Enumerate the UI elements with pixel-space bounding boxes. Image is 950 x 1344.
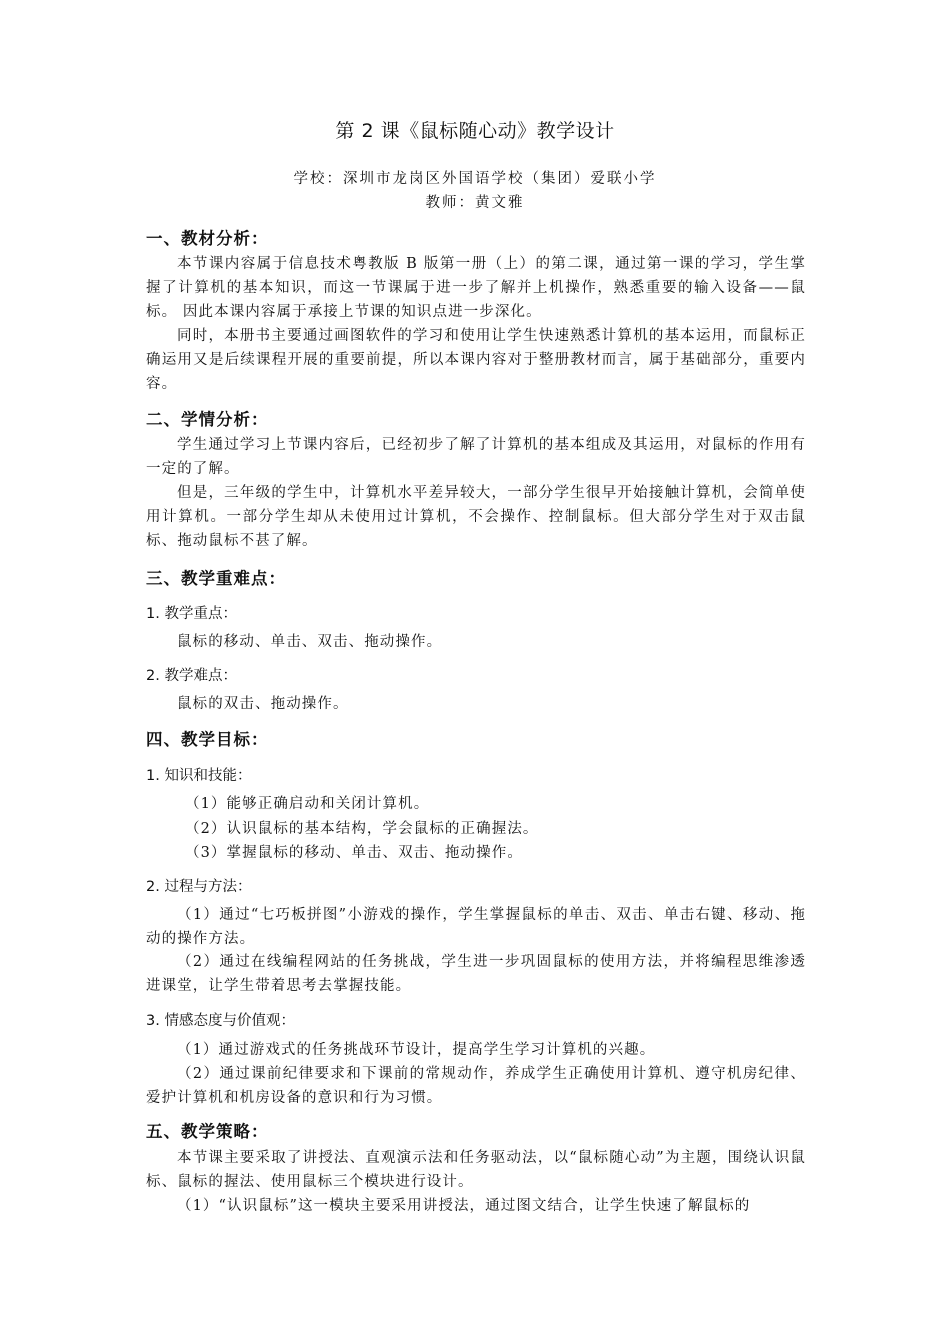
paragraph: 学生通过学习上节课内容后，已经初步了解了计算机的基本组成及其运用，对鼠标的作用有一定的了解。 bbox=[146, 437, 806, 477]
section-heading-key-points: 三、教学重难点： bbox=[146, 569, 286, 588]
paragraph: 本节课主要采取了讲授法、直观演示法和任务驱动法，以“鼠标随心动”为主题，围绕认识鼠标、鼠标的握法、使用鼠标三个模块进行设计。 bbox=[146, 1150, 806, 1190]
paragraph: （2）通过在线编程网站的任务挑战，学生进一步巩固鼠标的使用方法，并将编程思维渗透进课堂，让学生带着思考去掌握技能。 bbox=[146, 954, 806, 994]
paragraph: （1）通过“七巧板拼图”小游戏的操作，学生掌握鼠标的单击、双击、单击右键、移动、拖动的操作方法。 bbox=[146, 907, 806, 947]
subheading-key-point: 1. 教学重点： bbox=[146, 606, 237, 622]
paragraph: 鼠标的移动、单击、双击、拖动操作。 bbox=[177, 634, 443, 650]
paragraph: 鼠标的双击、拖动操作。 bbox=[177, 696, 349, 712]
paragraph: （1）通过游戏式的任务挑战环节设计，提高学生学习计算机的兴趣。 bbox=[177, 1042, 656, 1058]
paragraph: 本节课内容属于信息技术粤教版 B 版第一册（上）的第二课，通过第一课的学习，学生掌握了计算机的基本知识，而这一节课属于进一步了解并上机操作，熟悉重要的输入设备——鼠标。 因此本课内容属于承接上节课的知识点进一步深化。 bbox=[146, 256, 806, 320]
section-heading-teaching-goals: 四、教学目标： bbox=[146, 730, 269, 749]
section-heading-learner-analysis: 二、学情分析： bbox=[146, 410, 269, 429]
list-item: （2）认识鼠标的基本结构，学会鼠标的正确握法。 bbox=[185, 821, 539, 837]
subheading-attitudes-values: 3. 情感态度与价值观： bbox=[146, 1013, 295, 1029]
paragraph: （2）通过课前纪律要求和下课前的常规动作，养成学生正确使用计算机、遵守机房纪律、爱护计算机和机房设备的意识和行为习惯。 bbox=[146, 1066, 806, 1106]
page-title: 第 2 课《鼠标随心动》教学设计 bbox=[335, 120, 615, 142]
teacher-line: 教师：黄文雅 bbox=[425, 195, 525, 211]
subheading-process-methods: 2. 过程与方法： bbox=[146, 879, 252, 895]
list-item: （1）能够正确启动和关闭计算机。 bbox=[185, 796, 430, 812]
paragraph: （1）“认识鼠标”这一模块主要采用讲授法，通过图文结合，让学生快速了解鼠标的 bbox=[177, 1198, 751, 1214]
paragraph: 同时，本册书主要通过画图软件的学习和使用让学生快速熟悉计算机的基本运用，而鼠标正确运用又是后续课程开展的重要前提，所以本课内容对于整册教材而言，属于基础部分，重要内容。 bbox=[146, 328, 806, 392]
subheading-knowledge-skills: 1. 知识和技能： bbox=[146, 768, 252, 784]
school-line: 学校：深圳市龙岗区外国语学校（集团）爱联小学 bbox=[293, 171, 657, 187]
section-heading-textbook-analysis: 一、教材分析： bbox=[146, 229, 269, 248]
paragraph: 但是，三年级的学生中，计算机水平差异较大，一部分学生很早开始接触计算机，会简单使用计算机。一部分学生却从未使用过计算机，不会操作、控制鼠标。但大部分学生对于双击鼠标、拖动鼠标不甚了解。 bbox=[146, 485, 806, 549]
list-item: （3）掌握鼠标的移动、单击、双击、拖动操作。 bbox=[185, 845, 523, 861]
section-heading-teaching-strategy: 五、教学策略： bbox=[146, 1122, 269, 1141]
subheading-difficult-point: 2. 教学难点： bbox=[146, 668, 237, 684]
